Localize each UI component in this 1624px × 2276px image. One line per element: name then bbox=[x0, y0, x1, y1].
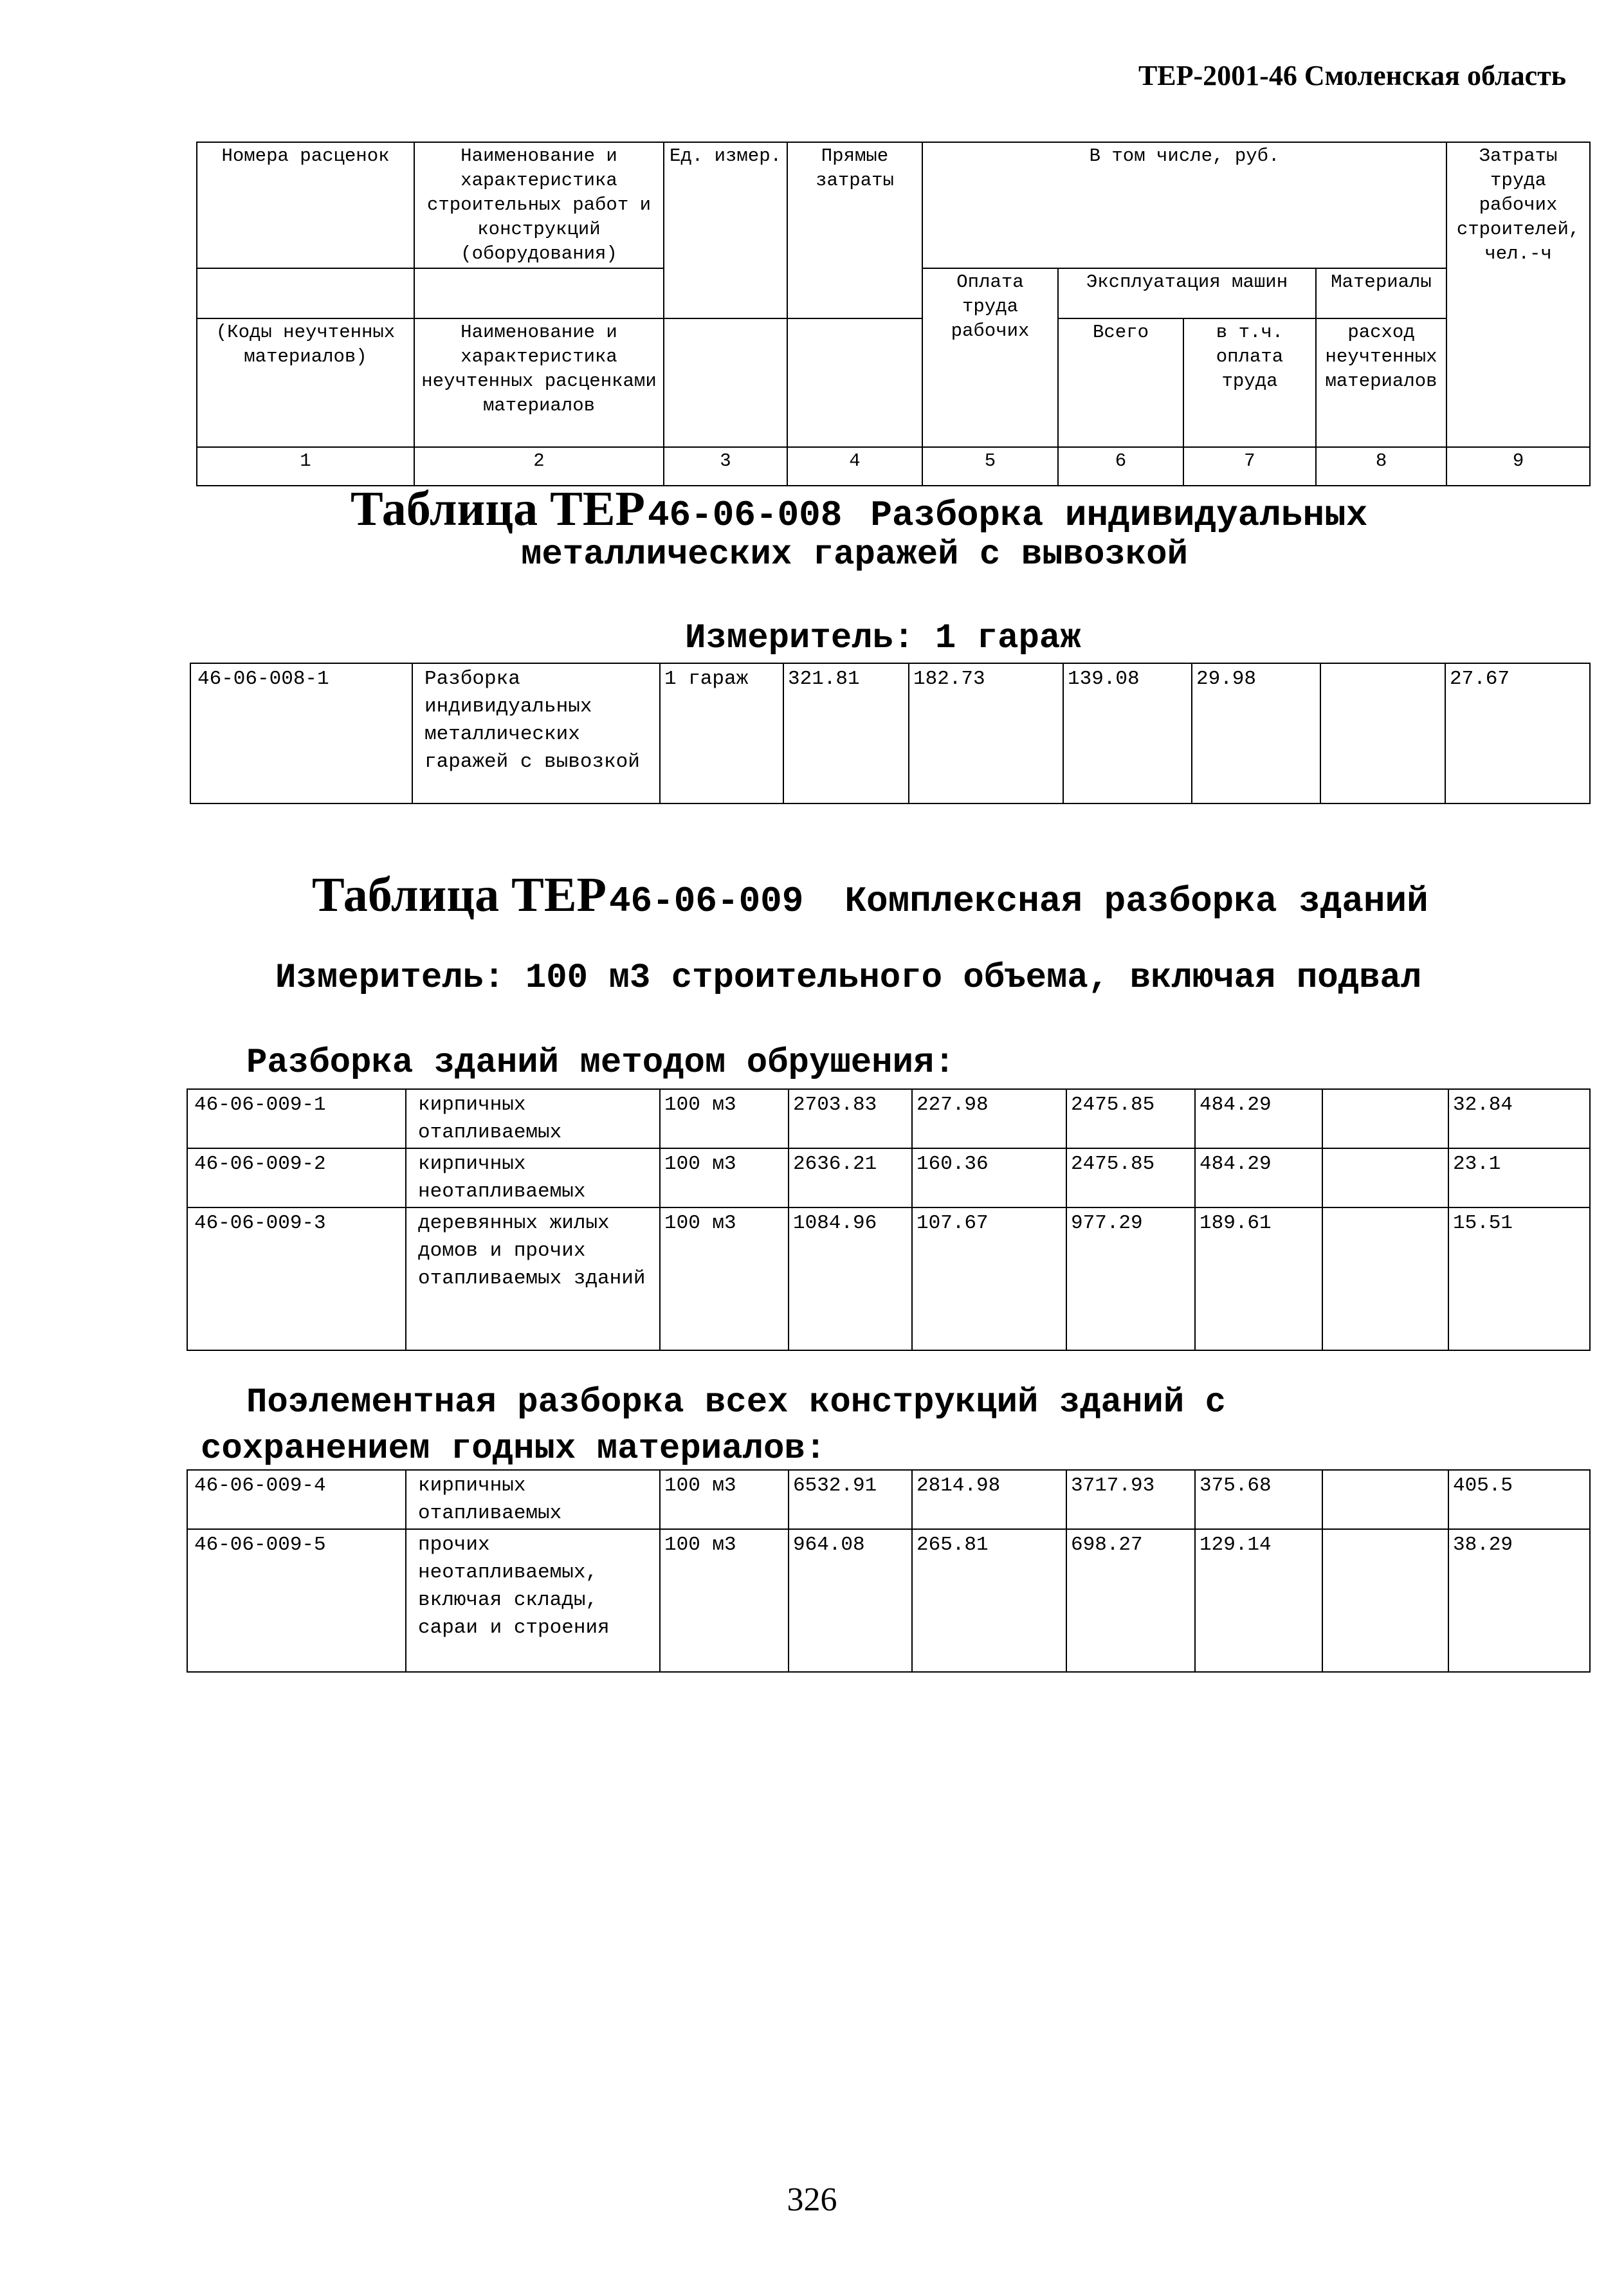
header-including-group: В том числе, руб. bbox=[922, 142, 1446, 268]
column-header-table bbox=[196, 142, 1591, 486]
unit: 100 м3 bbox=[660, 1529, 789, 1672]
header-rate-numbers-cont bbox=[197, 268, 414, 318]
table-008-title bbox=[351, 481, 1367, 537]
header-unit-cont bbox=[664, 318, 787, 447]
document-header: ТЕР-2001-46 Смоленская область bbox=[1138, 60, 1566, 91]
direct-costs: 2636.21 bbox=[789, 1148, 912, 1207]
rate-code: 46-06-008-1 bbox=[190, 663, 412, 803]
page-number: 326 bbox=[787, 2181, 837, 2218]
table-title-line1: Разборка индивидуальных bbox=[870, 495, 1368, 536]
column-number: 4 bbox=[787, 447, 922, 486]
work-name: кирпичных отапливаемых bbox=[406, 1470, 660, 1529]
direct-costs: 1084.96 bbox=[789, 1207, 912, 1350]
labor-hours: 27.67 bbox=[1445, 663, 1590, 803]
table-009-data-1 bbox=[187, 1088, 1591, 1351]
header-exploitation: Эксплуатация машин bbox=[1058, 268, 1316, 318]
table-title: Комплексная разборка зданий bbox=[844, 881, 1428, 922]
direct-costs: 2703.83 bbox=[789, 1089, 912, 1148]
unit: 100 м3 bbox=[660, 1470, 789, 1529]
header-work-name-cont bbox=[414, 268, 664, 318]
work-name: прочих неотапливаемых, включая склады, сараи и строения bbox=[406, 1529, 660, 1672]
labor-pay: 227.98 bbox=[912, 1089, 1066, 1148]
table-008-title-line2: металлических гаражей с вывозкой bbox=[521, 535, 1188, 574]
header-unit: Ед. измер. bbox=[664, 142, 787, 318]
rate-code: 46-06-009-5 bbox=[187, 1529, 406, 1672]
machines-total: 977.29 bbox=[1066, 1207, 1195, 1350]
materials bbox=[1320, 663, 1445, 803]
table-009-measure: Измеритель: 100 м3 строительного объема, включая подвал bbox=[275, 959, 1422, 998]
direct-costs: 6532.91 bbox=[789, 1470, 912, 1529]
table-009-title bbox=[312, 867, 1428, 923]
header-work-name: Наименование и характеристика строительных работ и конструкций (оборудования) bbox=[414, 142, 664, 268]
labor-pay: 182.73 bbox=[909, 663, 1063, 803]
column-number: 7 bbox=[1183, 447, 1316, 486]
materials bbox=[1322, 1470, 1448, 1529]
header-material-consumption: расход неучтенных материалов bbox=[1316, 318, 1446, 447]
column-number: 1 bbox=[197, 447, 414, 486]
unit: 100 м3 bbox=[660, 1207, 789, 1350]
labor-pay: 265.81 bbox=[912, 1529, 1066, 1672]
machines-labor: 484.29 bbox=[1195, 1148, 1322, 1207]
direct-costs: 321.81 bbox=[783, 663, 909, 803]
materials bbox=[1322, 1089, 1448, 1148]
rate-code: 46-06-009-3 bbox=[187, 1207, 406, 1350]
labor-hours: 38.29 bbox=[1448, 1529, 1590, 1672]
table-code: 46-06-008 bbox=[647, 495, 843, 536]
rate-code: 46-06-009-1 bbox=[187, 1089, 406, 1148]
machines-total: 2475.85 bbox=[1066, 1089, 1195, 1148]
direct-costs: 964.08 bbox=[789, 1529, 912, 1672]
header-rate-numbers: Номера расценок bbox=[197, 142, 414, 268]
section-element-demolition-line2: сохранением годных материалов: bbox=[201, 1429, 826, 1469]
column-number: 6 bbox=[1058, 447, 1183, 486]
machines-labor: 129.14 bbox=[1195, 1529, 1322, 1672]
column-number: 2 bbox=[414, 447, 664, 486]
unit: 100 м3 bbox=[660, 1089, 789, 1148]
labor-hours: 23.1 bbox=[1448, 1148, 1590, 1207]
labor-pay: 160.36 bbox=[912, 1148, 1066, 1207]
work-name: Разборка индивидуальных металлических гаражей с вывозкой bbox=[412, 663, 660, 803]
header-materials: Материалы bbox=[1316, 268, 1446, 318]
header-labor-costs: Затраты труда рабочих строителей, чел.-ч bbox=[1446, 142, 1590, 447]
header-material-names: Наименование и характеристика неучтенных расценками материалов bbox=[414, 318, 664, 447]
work-name: кирпичных неотапливаемых bbox=[406, 1148, 660, 1207]
materials bbox=[1322, 1148, 1448, 1207]
labor-hours: 32.84 bbox=[1448, 1089, 1590, 1148]
header-machines-labor: в т.ч. оплата труда bbox=[1183, 318, 1316, 447]
rate-code: 46-06-009-4 bbox=[187, 1470, 406, 1529]
header-labor-pay: Оплата труда рабочих bbox=[922, 268, 1058, 447]
table-008-measure: Измеритель: 1 гараж bbox=[685, 619, 1081, 658]
unit: 100 м3 bbox=[660, 1148, 789, 1207]
materials bbox=[1322, 1529, 1448, 1672]
column-number: 9 bbox=[1446, 447, 1590, 486]
section-element-demolition-line1: Поэлементная разборка всех конструкций зданий с bbox=[246, 1383, 1227, 1422]
header-direct-costs: Прямые затраты bbox=[787, 142, 922, 318]
table-009-data-2 bbox=[187, 1469, 1591, 1673]
column-number: 8 bbox=[1316, 447, 1446, 486]
labor-pay: 107.67 bbox=[912, 1207, 1066, 1350]
machines-total: 2475.85 bbox=[1066, 1148, 1195, 1207]
labor-hours: 405.5 bbox=[1448, 1470, 1590, 1529]
machines-labor: 189.61 bbox=[1195, 1207, 1322, 1350]
machines-total: 698.27 bbox=[1066, 1529, 1195, 1672]
column-number: 3 bbox=[664, 447, 787, 486]
table-008-data bbox=[190, 663, 1591, 804]
machines-labor: 375.68 bbox=[1195, 1470, 1322, 1529]
machines-labor: 29.98 bbox=[1192, 663, 1320, 803]
materials bbox=[1322, 1207, 1448, 1350]
column-number: 5 bbox=[922, 447, 1058, 486]
table-code: 46-06-009 bbox=[608, 881, 804, 922]
table-label: Таблица ТЕР bbox=[351, 482, 645, 536]
work-name: деревянных жилых домов и прочих отапливаемых зданий bbox=[406, 1207, 660, 1350]
machines-labor: 484.29 bbox=[1195, 1089, 1322, 1148]
labor-hours: 15.51 bbox=[1448, 1207, 1590, 1350]
machines-total: 3717.93 bbox=[1066, 1470, 1195, 1529]
machines-total: 139.08 bbox=[1063, 663, 1192, 803]
header-material-codes: (Коды неучтенных материалов) bbox=[197, 318, 414, 447]
header-direct-cont bbox=[787, 318, 922, 447]
unit: 1 гараж bbox=[660, 663, 783, 803]
header-machines-total: Всего bbox=[1058, 318, 1183, 447]
table-label: Таблица ТЕР bbox=[312, 868, 607, 922]
work-name: кирпичных отапливаемых bbox=[406, 1089, 660, 1148]
labor-pay: 2814.98 bbox=[912, 1470, 1066, 1529]
section-demolition-collapse: Разборка зданий методом обрушения: bbox=[246, 1043, 955, 1083]
rate-code: 46-06-009-2 bbox=[187, 1148, 406, 1207]
